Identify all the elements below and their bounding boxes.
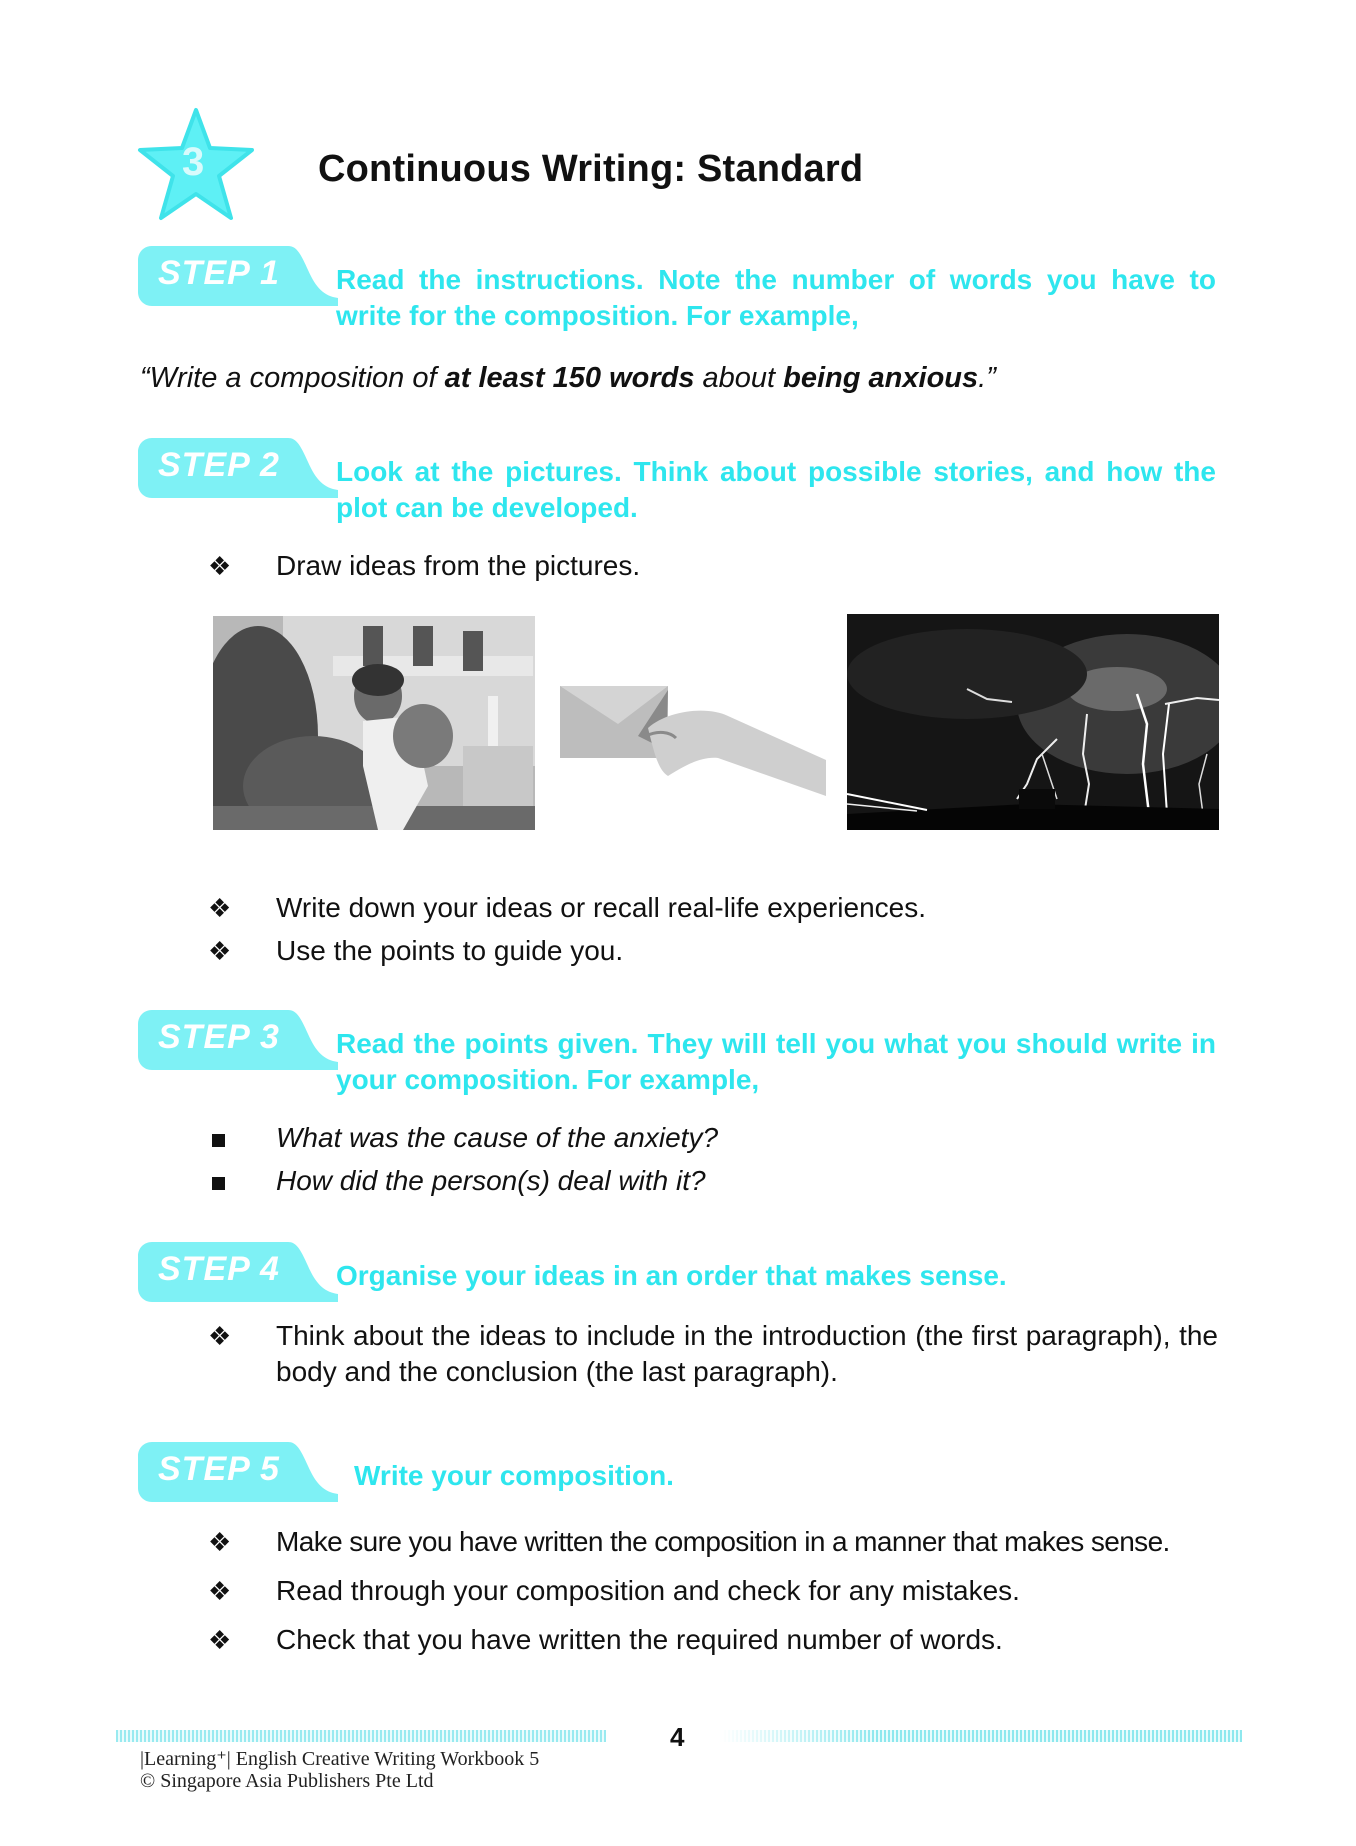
footer-decorative-bar-left [116,1730,606,1742]
diamond-bullet-icon: ❖ [208,1576,232,1606]
list-item: How did the person(s) deal with it? [208,1163,1216,1199]
list-item: ❖ Check that you have written the required number of words. [208,1622,1216,1658]
step-5-label: STEP 5 [158,1450,280,1488]
list-item: ❖ Think about the ideas to include in the introduction (the first paragraph), the body and the conclusion (the last paragraph). [208,1318,1218,1390]
step-4-tab [138,1242,338,1302]
step-3-tab [138,1010,338,1070]
square-bullet-icon [208,1163,276,1199]
diamond-bullet-icon: ❖ [208,551,232,581]
step-4-instruction: Organise your ideas in an order that makes sense. [336,1260,1007,1291]
step-1-instruction: Read the instructions. Note the number of words you have to write for the composition. For example, [336,264,1216,331]
picture-lightning-storm [847,614,1219,830]
step-4-label: STEP 4 [158,1250,280,1288]
list-item: ❖ Draw ideas from the pictures. [208,548,1216,584]
picture-envelope-hand [558,680,826,810]
step-2-bullets-after [208,890,1216,969]
list-item: What was the cause of the anxiety? [208,1120,1216,1156]
step-2-instruction: Look at the pictures. Think about possible stories, and how the plot can be developed. [336,456,1216,523]
diamond-bullet-icon: ❖ [208,1527,232,1557]
diamond-bullet-icon: ❖ [208,936,232,966]
step-1-tab [138,246,338,306]
diamond-bullet-icon: ❖ [208,893,232,923]
step-1-label: STEP 1 [158,254,280,292]
step-2-label: STEP 2 [158,446,280,484]
step-5-bullets [208,1524,1216,1658]
diamond-bullet-icon: ❖ [208,1625,232,1655]
diamond-bullet-icon: ❖ [208,1321,232,1351]
chapter-number: 3 [182,140,205,184]
example-quote: “Write a composition of at least 150 words about being anxious.” [140,362,996,394]
footer-decorative-bar-right [720,1730,1242,1742]
list-item: ❖ Read through your composition and check for any mistakes. [208,1573,1216,1609]
square-bullet-icon [208,1120,276,1156]
step-2-bullets-before [208,548,1216,584]
step-4-bullets [208,1318,1218,1390]
list-item: ❖ Use the points to guide you. [208,933,1216,969]
page-title: Continuous Writing: Standard [318,148,864,190]
step-3-label: STEP 3 [158,1018,280,1056]
book-title: |Learning⁺| English Creative Writing Workbook 5 [140,1748,540,1770]
list-item: ❖ Write down your ideas or recall real-life experiences. [208,890,1216,926]
copyright: © Singapore Asia Publishers Pte Ltd [140,1770,434,1792]
page-number: 4 [670,1722,685,1752]
star-icon [136,106,256,222]
step-5-tab [138,1442,338,1502]
list-item: ❖ Make sure you have written the composition in a manner that makes sense. [208,1524,1216,1560]
step-5-instruction: Write your composition. [354,1460,674,1491]
step-2-tab [138,438,338,498]
picture-boy-running [213,616,535,830]
step-3-points [208,1120,1216,1199]
step-3-instruction: Read the points given. They will tell you what you should write in your composition. For example, [336,1028,1216,1095]
